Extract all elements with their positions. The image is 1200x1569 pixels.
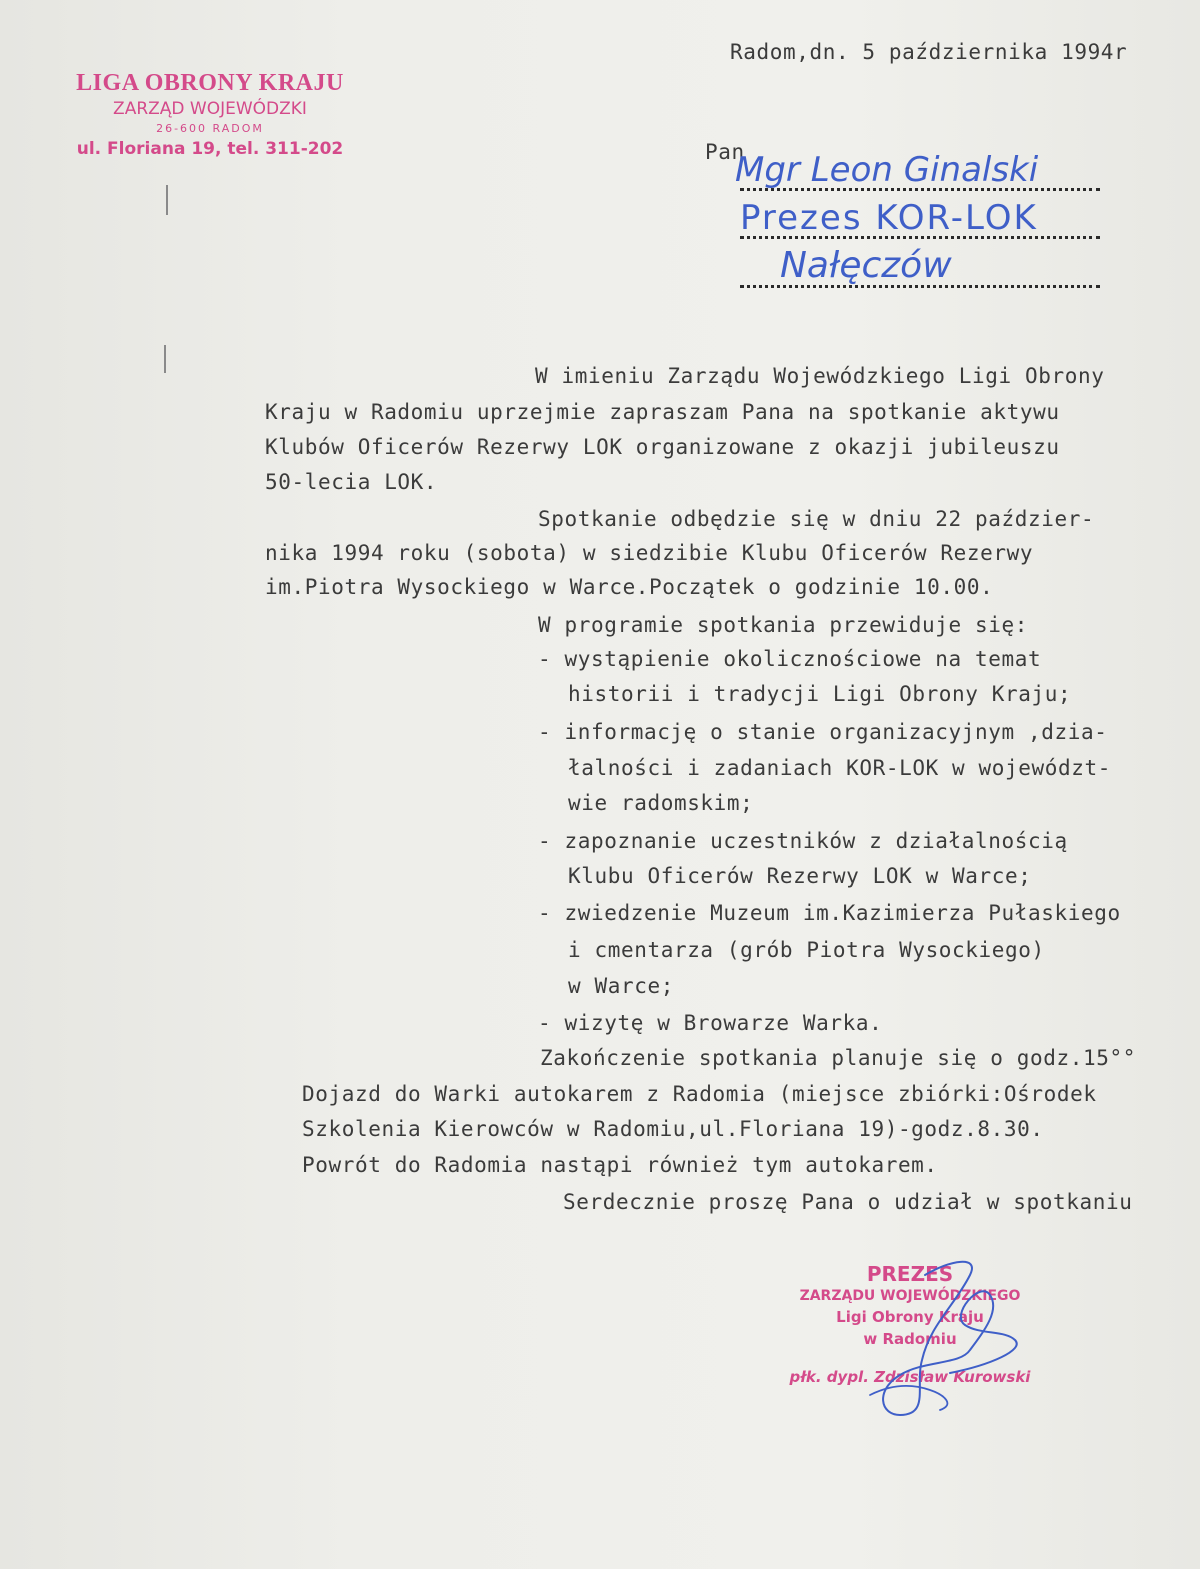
body-line: i cmentarza (grób Piotra Wysockiego) — [568, 938, 1045, 962]
sig-stamp-city: w Radomiu — [863, 1330, 957, 1348]
recipient-title: Prezes KOR-LOK — [740, 198, 1038, 238]
recipient-name: Mgr Leon Ginalski — [735, 150, 1039, 190]
body-line: Klubów Oficerów Rezerwy LOK organizowane z okazji jubileuszu — [265, 435, 1060, 459]
body-line: Klubu Oficerów Rezerwy LOK w Warce; — [568, 864, 1032, 888]
body-line: - wystąpienie okolicznościowe na temat — [538, 647, 1042, 671]
signature-stroke — [870, 1386, 947, 1410]
body-line: - informację o stanie organizacyjnym ,dzia- — [538, 720, 1108, 744]
body-line: Szkolenia Kierowców w Radomiu,ul.Floriana 19)-godz.8.30. — [302, 1117, 1044, 1141]
body-line: historii i tradycji Ligi Obrony Kraju; — [568, 682, 1072, 706]
body-line: Serdecznie proszę Pana o udział w spotkaniu — [563, 1190, 1133, 1214]
body-line: - zapoznanie uczestników z działalnością — [538, 829, 1068, 853]
body-line: wie radomskim; — [568, 791, 754, 815]
body-line: w Warce; — [568, 974, 674, 998]
letterhead-dept: ZARZĄD WOJEWÓDZKI — [113, 99, 307, 119]
body-line: łalności i zadaniach KOR-LOK w województ- — [568, 756, 1111, 780]
body-line: W imieniu Zarządu Wojewódzkiego Ligi Obrony — [535, 364, 1105, 388]
letterhead-org: LIGA OBRONY KRAJU — [76, 70, 344, 96]
body-line: im.Piotra Wysockiego w Warce.Początek o godzinie 10.00. — [265, 575, 994, 599]
letterhead-postcode: 26-600 RADOM — [156, 122, 264, 135]
body-line: Dojazd do Warki autokarem z Radomia (miejsce zbiórki:Ośrodek — [302, 1082, 1097, 1106]
handwritten-signature — [830, 1255, 1050, 1435]
body-line: Powrót do Radomia nastąpi również tym autokarem. — [302, 1153, 938, 1177]
sig-stamp-name: płk. dypl. Zdzisław Kurowski — [789, 1368, 1031, 1386]
letterhead-address: ul. Floriana 19, tel. 311-202 — [76, 139, 344, 159]
body-line: nika 1994 roku (sobota) w siedzibie Klubu Oficerów Rezerwy — [265, 541, 1034, 565]
date-line: Radom,dn. 5 października 1994r — [730, 40, 1128, 64]
recipient-prefix: Pan — [705, 140, 745, 164]
body-line: W programie spotkania przewiduje się: — [538, 613, 1028, 637]
body-line: - zwiedzenie Muzeum im.Kazimierza Pułaskiego — [538, 901, 1121, 925]
body-line: Kraju w Radomiu uprzejmie zapraszam Pana na spotkanie aktywu — [265, 400, 1060, 424]
sig-stamp-title: PREZES — [866, 1262, 954, 1286]
body-line: 50-lecia LOK. — [265, 470, 438, 494]
margin-mark — [166, 185, 168, 215]
letterhead-stamp — [60, 70, 360, 159]
body-line: - wizytę w Browarze Warka. — [538, 1011, 883, 1035]
recipient-city: Nałęczów — [780, 245, 952, 286]
body-line: Spotkanie odbędzie się w dniu 22 paździer- — [538, 507, 1095, 531]
body-line: Zakończenie spotkania planuje się o godz.15°° — [540, 1046, 1136, 1070]
signature-stroke — [883, 1262, 1017, 1415]
sig-stamp-dept: ZARZĄDU WOJEWÓDZKIEGO — [799, 1288, 1021, 1304]
sig-stamp-org: Ligi Obrony Kraju — [836, 1308, 984, 1326]
margin-mark — [164, 345, 166, 373]
